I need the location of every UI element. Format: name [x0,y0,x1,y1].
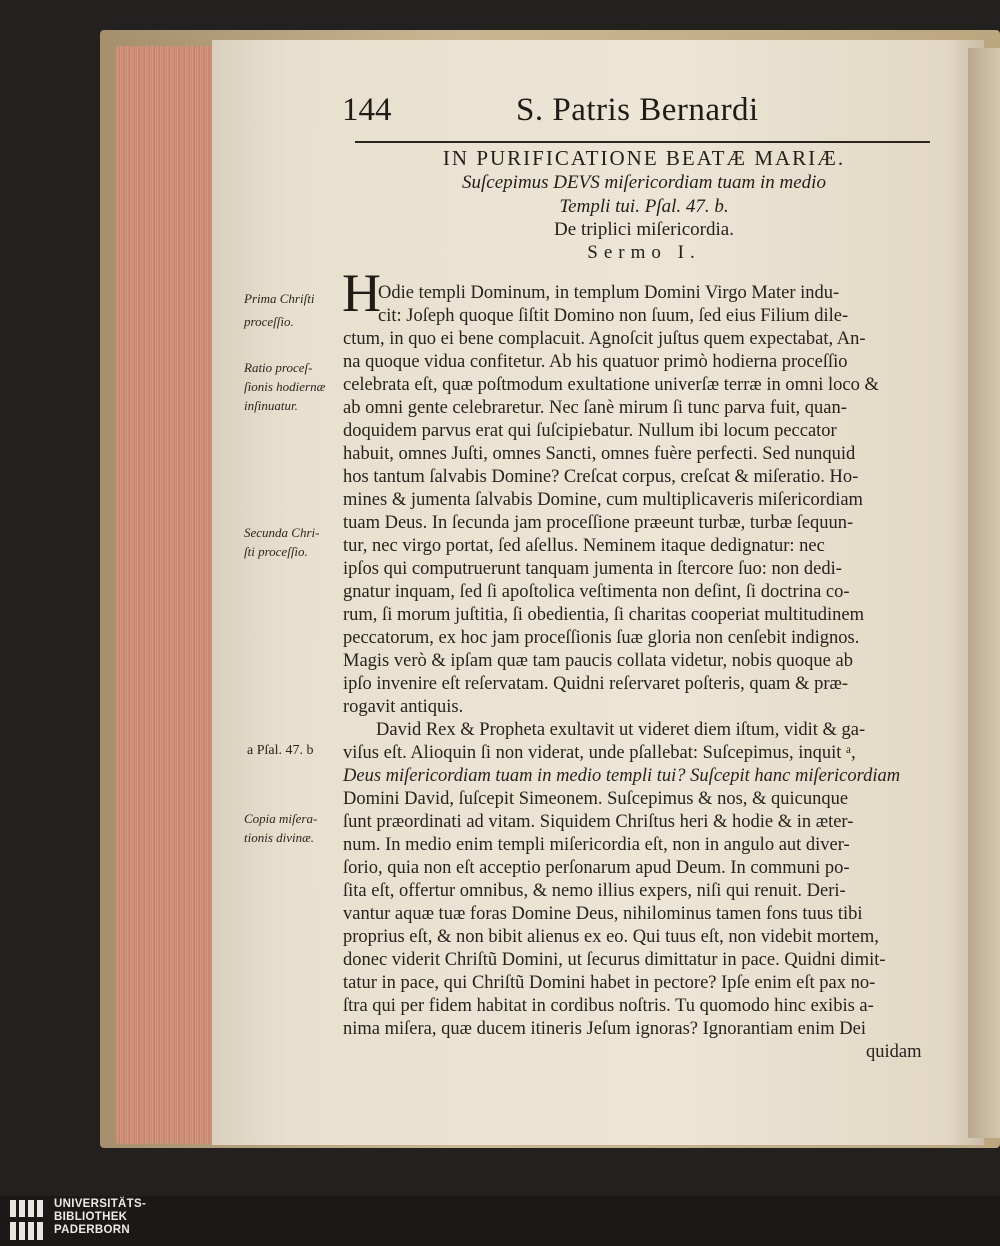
text-line: ſita eſt, offertur omnibus, & nemo illius expers, niſi qui renuit. Deri- [343,881,846,901]
library-logo-icon [10,1200,48,1240]
text-line: ab omni gente celebraretur. Nec ſanè mirum ſi tunc parva fuit, quan- [343,398,847,418]
margin-note: Secunda Chri- [244,525,320,540]
margin-note: ſti proceſſio. [244,544,308,559]
text-line: hos tantum ſalvabis Domine? Creſcat corpus, creſcat & miſeratio. Ho- [343,467,859,487]
margin-note: inſinuatur. [244,398,298,413]
library-line-3: PADERBORN [54,1224,130,1236]
margin-note: tionis divinæ. [244,830,315,845]
text-line: gnatur inquam, ſed ſi apoſtolica veſtimenta non deſint, ſi doctrina co- [343,582,850,602]
text-line: proprius eſt, & non bibit alienus ex eo. Qui tuus eſt, non videbit mortem, [343,927,879,947]
library-line-1: UNIVERSITÄTS- [54,1198,147,1210]
drop-cap: H [342,263,381,323]
text-line: David Rex & Propheta exultavit ut videret diem iſtum, vidit & ga- [376,720,866,740]
text-line: ctum, in quo ei bene complacuit. Agnoſcit juſtus quem expectabat, An- [343,329,866,349]
scripture-reference: Templi tui. Pſal. 47. b. [559,196,729,217]
text-line: doquidem parvus erat qui ſuſcipiebatur. Nullum ibi locum peccator [343,421,837,441]
page-number: 144 [342,92,392,128]
text-line: Odie templi Dominum, in templum Domini Virgo Mater indu- [378,283,840,303]
page-block-edge [116,46,216,1144]
text-line: Deus miſericordiam tuam in medio templi tui? Suſcepit hanc miſericordiam [343,766,901,786]
library-name [54,1198,146,1237]
text-line: tuam Deus. In ſecunda jam proceſſione præeunt turbæ, turbæ ſequun- [343,513,854,533]
margin-note: proceſſio. [244,314,294,329]
library-line-2: BIBLIOTHEK [54,1211,128,1223]
margin-note: Copia miſera- [244,811,318,826]
header-rule [355,141,930,143]
text-line: ſtra qui per fidem habitat in cordibus noſtris. Tu quomodo hinc exibis a- [343,996,874,1016]
text-line: rum, ſi morum juſtitia, ſi obedientia, ſi charitas cooperiat multitudinem [343,605,864,625]
text-line: donec viderit Chriſtũ Domini, ut ſecurus dimittatur in pace. Quidni dimit- [343,950,886,970]
text-line: ipſos qui computruerunt tanquam jumenta in ſtercore ſuo: non dedi- [343,559,842,579]
text-line: quidam [866,1042,922,1062]
text-line: ſorio, quia non eſt acceptio perſonarum apud Deum. In communi po- [343,858,850,878]
text-line: Domini David, ſuſcepit Simeonem. Suſcepimus & nos, & quicunque [343,789,849,809]
margin-note: ſionis hodiernæ [244,379,326,394]
text-line: tatur in pace, qui Chriſtũ Domini habet in pectore? Ipſe enim eſt pax no- [343,973,876,993]
text-line: ſunt præordinati ad vitam. Siquidem Chriſtus heri & hodie & in æter- [343,812,854,832]
text-line: num. In medio enim templi miſericordia eſt, non in angulo aut diver- [343,835,850,855]
sermon-title: IN PURIFICATIONE BEATÆ MARIÆ. [442,146,846,170]
text-line: cit: Joſeph quoque ſiſtit Domino non ſuum, ſed eius Filium dile- [378,306,849,326]
text-line: mines & jumenta ſalvabis Domine, cum multiplicaveris miſericordiam [343,490,863,510]
facing-page-edge [968,48,1000,1138]
text-line: vantur aquæ tuæ foras Domine Deus, nihilominus tamen fons tuus tibi [343,904,863,924]
text-line: habuit, omnes Juſti, omnes Sancti, omnes fuère perfecti. Sed nunquid [343,444,856,464]
sermon-number: Sermo I. [587,242,701,263]
running-head: S. Patris Bernardi [516,92,759,128]
text-line: rogavit antiquis. [343,697,464,717]
margin-note: Prima Chriſti [244,291,315,306]
text-line: ipſo invenire eſt reſervatam. Quidni reſervaret poſteris, quam & præ- [343,674,848,694]
text-line: tur, nec virgo portat, ſed aſellus. Neminem itaque dedignatur: nec [343,536,825,556]
margin-note: a Pſal. 47. b [247,743,314,758]
text-line: viſus eſt. Alioquin ſi non viderat, unde pſallebat: Suſcepimus, inquit ᵃ, [343,743,856,763]
sermon-subject: De triplici miſericordia. [554,219,734,240]
margin-note: Ratio proceſ- [244,360,313,375]
text-line: Magis verò & ipſam quæ tam paucis collata videtur, nobis quoque ab [343,651,853,671]
text-line: nima miſera, quæ ducem itineris Jeſum ignoras? Ignorantiam enim Dei [343,1019,867,1039]
text-line: celebrata eſt, quæ poſtmodum exultatione univerſæ terræ in omni loco & [343,375,879,395]
text-line: na quoque vidua confitetur. Ab his quatuor primò hodierna proceſſio [343,352,848,372]
text-line: peccatorum, ex hoc jam proceſſionis ſuæ gloria non cenſebit indignos. [343,628,860,648]
footer-bar [0,1196,1000,1246]
scripture-verse: Suſcepimus DEVS miſericordiam tuam in medio [462,172,826,193]
